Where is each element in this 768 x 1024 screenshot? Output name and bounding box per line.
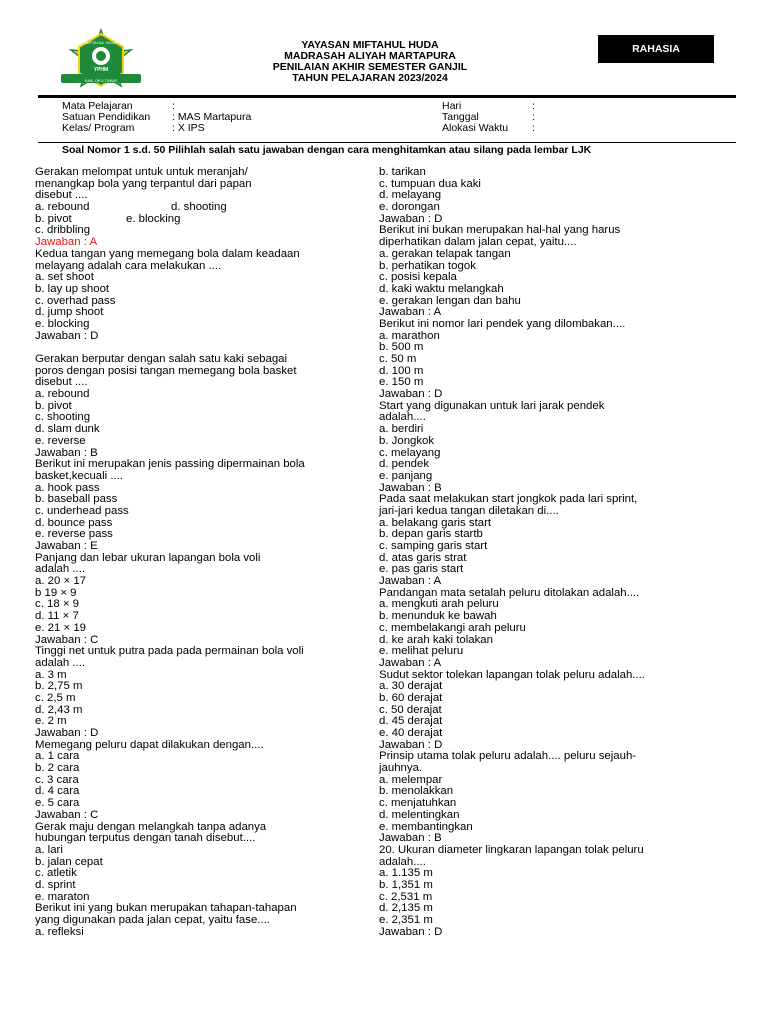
answer-option: e. 2 m [35, 715, 67, 728]
answer-option: c. melayang [379, 446, 441, 459]
answer-option: c. overhad pass [35, 294, 116, 307]
info-value: : MAS Martapura [172, 111, 252, 123]
answer-option: a. 1 cara [35, 750, 80, 763]
answer-option: d. 2,135 m [379, 902, 433, 915]
answer-key: Jawaban : A [379, 575, 442, 588]
answer-option: e. blocking [126, 212, 181, 225]
header-divider [38, 95, 736, 98]
answer-option: e. 40 derajat [379, 727, 443, 739]
answer-option: c. 3 cara [35, 773, 79, 786]
answer-option: d. 100 m [379, 364, 424, 377]
question-text: Sudut sektor tolekan lapangan tolak peluru adalah.... [379, 668, 645, 681]
info-value: : [172, 100, 175, 112]
answer-option: e. 150 m [379, 376, 424, 389]
header-line-4: TAHUN PELAJARAN 2023/2024 [292, 72, 448, 84]
question-text: Berikut ini merupakan jenis passing dipermainan bola [35, 458, 305, 471]
answer-option: a. 20 × 17 [35, 575, 86, 588]
answer-key: Jawaban : E [35, 540, 98, 552]
info-label: Mata Pelajaran [62, 100, 133, 112]
info-value: : [532, 122, 535, 134]
answer-key: Jawaban : A [379, 656, 442, 669]
info-value: : X IPS [172, 122, 205, 134]
info-divider [38, 142, 736, 143]
header-line-1: YAYASAN MIFTAHUL HUDA [301, 39, 439, 51]
answer-option: a. hook pass [35, 481, 100, 494]
logo-bottom-text: KAB. OKU TIMUR [84, 78, 118, 83]
answer-option: d. atas garis strat [379, 551, 467, 564]
answer-option: c. 50 derajat [379, 703, 442, 716]
answer-option: a. marathon [379, 329, 440, 342]
answer-option: e. blocking [35, 317, 90, 330]
instruction-text: Soal Nomor 1 s.d. 50 Pilihlah salah satu jawaban dengan cara menghitamkan atau silang pada lembar LJK [62, 144, 592, 156]
answer-option: c. 18 × 9 [35, 598, 80, 611]
info-left [62, 101, 362, 134]
answer-option: a. 3 m [35, 668, 67, 681]
question-text: adalah.... [379, 855, 426, 868]
answer-option: a. melempar [379, 773, 443, 786]
question-text: jauhnya. [379, 762, 423, 775]
answer-option: e. melihat peluru [379, 645, 464, 658]
question-text: Panjang dan lebar ukuran lapangan bola voli [35, 551, 261, 564]
question-text: Gerakan berputar dengan salah satu kaki sebagai [35, 353, 288, 365]
info-value: : [532, 111, 535, 123]
answer-option: c. 2,531 m [379, 890, 433, 903]
question-text: Gerakan melompat untuk untuk meranjah/ [35, 166, 248, 178]
answer-option: c. shooting [35, 411, 91, 424]
question-text: Kedua tangan yang memegang bola dalam keadaan [35, 247, 300, 260]
question-text: diperhatikan dalam jalan cepat, yaitu.... [379, 236, 577, 249]
answer-option: e. 21 × 19 [35, 621, 86, 634]
question-text: Berikut ini bukan merupakan hal-hal yang harus [379, 224, 621, 237]
answer-option: e. maraton [35, 890, 90, 903]
info-row-class [62, 123, 362, 134]
answer-option: d. slam dunk [35, 423, 100, 436]
answer-option: c. atletik [35, 867, 77, 880]
answer-option: e. 2,351 m [379, 914, 433, 926]
question-text: Berikut ini yang bukan merupakan tahapan-tahapan [35, 902, 297, 915]
answer-option: d. sprint [35, 878, 76, 891]
answer-option: c. 2,5 m [35, 691, 76, 704]
answer-option: a. belakang garis start [379, 516, 492, 529]
answer-option: a. refleksi [35, 925, 84, 938]
answer-option: a. berdiri [379, 423, 424, 436]
answer-option: b. 1,351 m [379, 878, 433, 891]
answer-option: b. depan garis startb [379, 528, 483, 541]
answer-option: a. 30 derajat [379, 680, 443, 693]
answer-option: a. rebound d. shooting [35, 201, 227, 214]
answer-option: e. gerakan lengan dan bahu [379, 294, 521, 307]
question-text: disebut .... [35, 376, 88, 389]
answer-key: Jawaban : B [379, 832, 442, 845]
answer-key: Jawaban : C [35, 808, 99, 821]
answer-option: b 19 × 9 [35, 586, 77, 599]
answer-key: Jawaban : D [379, 212, 443, 225]
answer-option: a. set shoot [35, 271, 94, 284]
confidential-badge: RAHASIA [598, 35, 714, 63]
answer-key: Jawaban : B [35, 446, 98, 459]
answer-option: b. lay up shoot [35, 282, 110, 295]
question-text: yang digunakan pada jalan cepat, yaitu fase.... [35, 914, 270, 926]
answer-option: b. perhatikan togok [379, 259, 476, 272]
question-text: Memegang peluru dapat dilakukan dengan.... [35, 738, 264, 751]
question-text: Gerak maju dengan melangkah tanpa adanya [35, 820, 267, 833]
answer-option: d. 4 cara [35, 785, 80, 798]
answer-option: b. baseball pass [35, 493, 118, 506]
answer-option: b. 2,75 m [35, 680, 83, 693]
answer-option: a. gerakan telapak tangan [379, 247, 511, 260]
question-text: Prinsip utama tolak peluru adalah.... peluru sejauh- [379, 750, 637, 763]
answer-option: c. menjatuhkan [379, 797, 457, 810]
question-text: melayang adalah cara melakukan .... [35, 259, 222, 272]
info-value: : [532, 100, 535, 112]
answer-key: Jawaban : D [379, 925, 443, 938]
question-text: adalah.... [379, 411, 426, 424]
answer-option: d. kaki waktu melangkah [379, 282, 504, 295]
school-logo [50, 28, 152, 92]
answer-option: d. jump shoot [35, 306, 104, 319]
answer-option: b. 2 cara [35, 762, 80, 775]
answer-option: c. underhead pass [35, 504, 129, 517]
answer-option: e. panjang [379, 469, 433, 482]
answer-option: d. 45 derajat [379, 715, 443, 728]
question-text: Start yang digunakan untuk lari jarak pendek [379, 399, 605, 412]
info-label: Tanggal [442, 111, 479, 123]
question-text: jari-jari kedua tangan diletakan di.... [379, 504, 559, 517]
question-text: basket,kecuali .... [35, 469, 124, 482]
question-text: menangkap bola yang terpantul dari papan [35, 177, 252, 190]
answer-option: d. ke arah kaki tolakan [379, 633, 493, 646]
answer-key: Jawaban : B [379, 481, 442, 494]
answer-option: e. reverse [35, 434, 86, 447]
answer-option: b. menunduk ke bawah [379, 610, 497, 623]
answer-option: b. tarikan [379, 166, 426, 178]
answer-key: Jawaban : A [35, 236, 98, 249]
question-text: 20. Ukuran diameter lingkaran lapangan tolak peluru [379, 843, 644, 856]
answer-option: c. posisi kepala [379, 271, 457, 284]
header-line-3: PENILAIAN AKHIR SEMESTER GANJIL [272, 61, 468, 73]
answer-option: b. pivot e. blocking [35, 212, 181, 225]
answer-option: a. rebound [35, 388, 90, 401]
answer-option: a. 1.135 m [379, 867, 433, 880]
answer-option: e. pas garis start [379, 563, 464, 576]
answer-option: e. membantingkan [379, 820, 473, 833]
answer-option: b. 60 derajat [379, 691, 443, 704]
question-text: disebut .... [35, 189, 88, 202]
answer-option: c. dribbling [35, 224, 91, 237]
answer-option: b. menolakkan [379, 785, 454, 798]
school-header [220, 40, 520, 84]
info-right [442, 101, 642, 134]
info-label: Satuan Pendidikan [62, 111, 151, 123]
questions-right-column [379, 167, 739, 938]
answer-option: b. Jongkok [379, 434, 435, 447]
answer-option: c. 50 m [379, 353, 417, 365]
answer-option: e. 5 cara [35, 797, 80, 810]
answer-option: c. samping garis start [379, 540, 488, 552]
question-text: Tinggi net untuk putra pada pada permainan bola voli [35, 645, 304, 658]
info-row-duration [442, 123, 642, 134]
question-text: Pandangan mata setalah peluru ditolakan adalah.... [379, 586, 640, 599]
answer-option: d. 2,43 m [35, 703, 83, 716]
answer-option: d. melayang [379, 189, 442, 202]
answer-option: d. shooting [171, 201, 227, 214]
answer-key: Jawaban : C [35, 633, 99, 646]
answer-option: d. pendek [379, 458, 430, 471]
answer-option: e. reverse pass [35, 528, 113, 541]
question-text: Berikut ini nomor lari pendek yang dilombakan.... [379, 317, 626, 330]
logo-top-text: MIFTAHUL HUDA [85, 40, 117, 45]
answer-option: e. dorongan [379, 201, 440, 214]
answer-option: b. jalan cepat [35, 855, 103, 868]
answer-option: b. 500 m [379, 341, 424, 354]
answer-option: a. mengkuti arah peluru [379, 598, 499, 611]
question-text: hubungan terputus dengan tanah disebut.... [35, 832, 256, 845]
answer-option: c. membelakangi arah peluru [379, 621, 526, 634]
answer-key: Jawaban : D [35, 329, 99, 342]
question-text: adalah .... [35, 656, 86, 669]
answer-option: d. 11 × 7 [35, 610, 79, 623]
questions-left-column [35, 167, 365, 938]
answer-option: c. tumpuan dua kaki [379, 177, 481, 190]
answer-key: Jawaban : A [379, 306, 442, 319]
logo-middle-text: YPHM [93, 67, 109, 73]
answer-option: d. melentingkan [379, 808, 460, 821]
answer-option: b. pivot [35, 399, 72, 412]
header-line-2: MADRASAH ALIYAH MARTAPURA [284, 50, 456, 62]
answer-key: Jawaban : D [379, 738, 443, 751]
info-label: Alokasi Waktu [442, 122, 509, 134]
question-text: poros dengan posisi tangan memegang bola basket [35, 364, 297, 377]
question-text: Pada saat melakukan start jongkok pada lari sprint, [379, 493, 638, 506]
info-label: Kelas/ Program [62, 122, 135, 134]
info-label: Hari [442, 100, 462, 112]
answer-option: d. bounce pass [35, 516, 113, 529]
answer-key: Jawaban : D [379, 388, 443, 401]
question-text: adalah .... [35, 563, 86, 576]
answer-key: Jawaban : D [35, 727, 99, 739]
answer-option: a. lari [35, 843, 63, 856]
